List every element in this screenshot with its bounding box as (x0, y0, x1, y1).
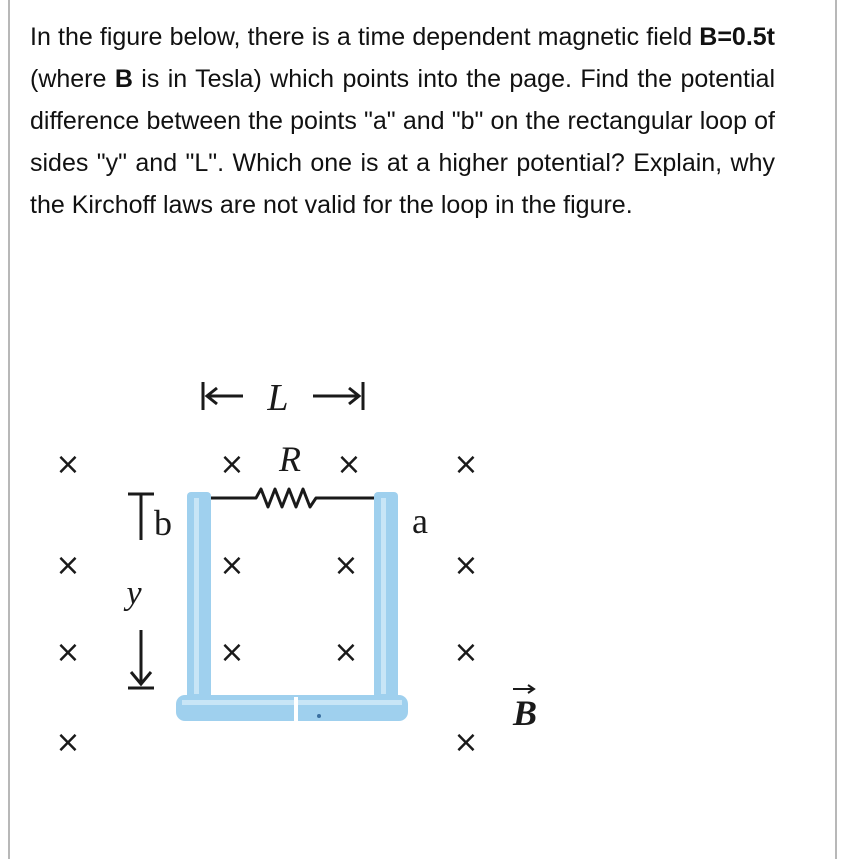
field-cross: × (219, 548, 245, 583)
field-cross: × (55, 635, 81, 670)
field-cross: × (453, 725, 479, 760)
field-cross: × (55, 447, 81, 482)
field-cross: × (453, 548, 479, 583)
width-dimension (203, 377, 363, 419)
height-label: y (126, 575, 142, 612)
question-part-2: (where (30, 65, 115, 93)
field-cross: × (453, 447, 479, 482)
height-dimension (123, 494, 154, 688)
resistor-icon (211, 489, 374, 507)
field-cross: × (333, 548, 359, 583)
field-cross: × (219, 447, 245, 482)
field-equation: B=0.5t (699, 23, 775, 51)
field-cross: × (336, 447, 362, 482)
field-label: B (512, 693, 538, 733)
point-a-label: a (412, 501, 428, 541)
field-symbol: B (114, 65, 133, 93)
resistor-label: R (279, 439, 301, 479)
field-vector-label (512, 685, 537, 733)
question-part-1: In the figure below, there is a time dependent magnetic field (30, 23, 700, 51)
field-cross: × (55, 725, 81, 760)
wire-loop (176, 492, 408, 721)
question-part-3: is in Tesla) which points into the page. Find the potential difference between the points "a" and "b" on the rectangular loop of sides "y" and "L". Which one is at a higher potential? Explain, why the Kirchoff laws are not valid for the loop in the figure. (30, 65, 775, 219)
point-b-label: b (154, 503, 172, 543)
field-cross: × (219, 635, 245, 670)
width-label: L (267, 377, 289, 419)
field-cross: × (333, 635, 359, 670)
field-cross: × (55, 548, 81, 583)
field-cross: × (453, 635, 479, 670)
